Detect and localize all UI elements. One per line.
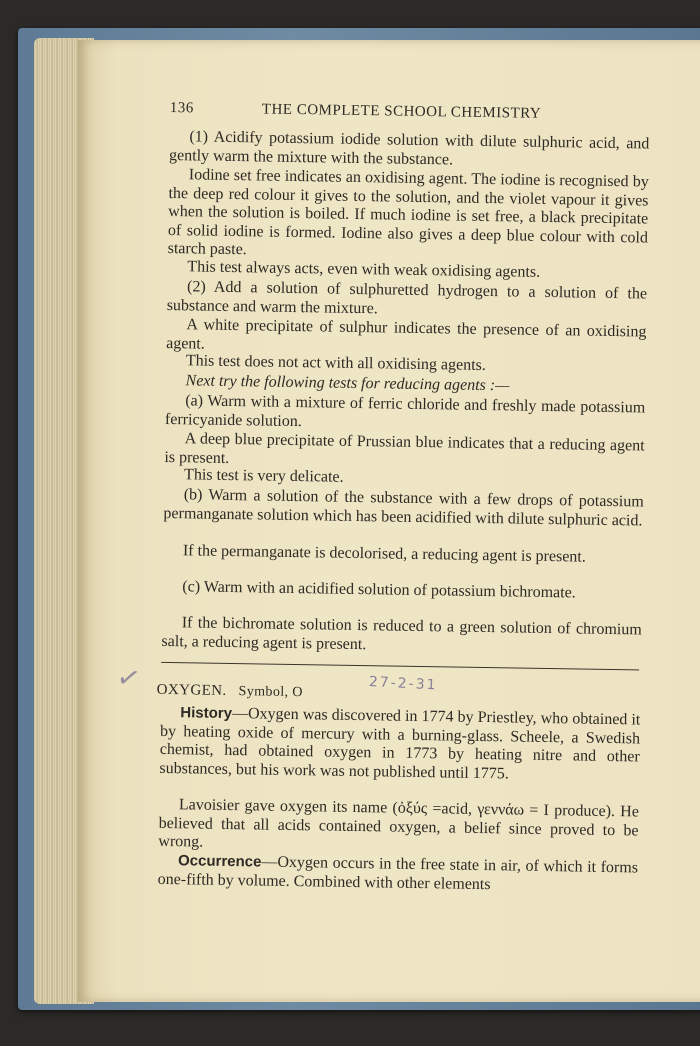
- section-heading: [157, 682, 303, 701]
- history-label: History: [180, 704, 233, 723]
- paragraph: (a) Warm with a mixture of ferric chloride and freshly made potassium ferricyanide solution.: [164, 392, 646, 430]
- paragraph: A white precipitate of sulphur indicates the presence of an oxidising agent.: [166, 316, 647, 353]
- paragraph: This test always acts, even with weak oxidising agents.: [187, 258, 541, 281]
- history-paragraph: [159, 704, 640, 786]
- paragraph: If the permanganate is decolorised, a reducing agent is present.: [182, 542, 586, 566]
- running-head: THE COMPLETE SCHOOL CHEMISTRY: [261, 101, 542, 122]
- occurrence-label: Occurrence: [177, 852, 262, 871]
- paragraph: Iodine set free indicates an oxidising agent. The iodine is recognised by the deep red colour it gives to the solution, and the violet vapour it gives when the solution is boiled. If much iodine is set free, a black precipitate of solid iodine is formed. Iodine also gives a deep blue colour with cold starch paste.: [167, 166, 649, 259]
- handwritten-date: 27-2-31: [368, 674, 438, 694]
- section-divider: [161, 662, 639, 671]
- paragraph: This test does not act with all oxidising agents.: [185, 352, 486, 374]
- occurrence-text: —Oxygen occurs in the free state in air, of which it forms one-fifth by volume. Combined with other elements: [157, 853, 639, 893]
- paragraph-italic: Next try the following tests for reducing agents :—: [185, 372, 510, 395]
- paragraph: (2) Add a solution of sulphuretted hydrogen to a solution of the substance and warm the mixture.: [166, 278, 648, 317]
- section-symbol: Symbol, O: [238, 684, 303, 701]
- page-number: 136: [169, 100, 194, 117]
- lavoisier-paragraph: Lavoisier gave oxygen its name (ὀξύς =acid, γεννάω = I produce). He believed that all acids contained oxygen, a belief since proved to be wrong.: [158, 796, 640, 851]
- pencil-tick-mark: ✓: [113, 659, 144, 697]
- paragraph: (b) Warm a solution of the substance with a few drops of potassium permanganate solution which has been acidified with dilute sulphuric acid.: [163, 486, 644, 529]
- history-text: —Oxygen was discovered in 1774 by Priestley, who obtained it by heating oxide of mercury with a burning-glass. Scheele, a Swedish chemist, had obtained oxygen in 1773 by heating nitre and other substances, but his work was not published until 1775.: [159, 705, 641, 782]
- paragraph: If the bichromate solution is reduced to a green solution of chromium salt, a reducing agent is present.: [161, 614, 642, 653]
- occurrence-paragraph: [158, 852, 639, 897]
- paragraph: A deep blue precipitate of Prussian blue indicates that a reducing agent is present.: [164, 430, 645, 467]
- section-title: OXYGEN.: [156, 681, 227, 699]
- paragraph: (1) Acidify potassium iodide solution with dilute sulphuric acid, and gently warm the mixture with the substance.: [169, 128, 650, 168]
- paragraph: (c) Warm with an acidified solution of potassium bichromate.: [182, 578, 576, 602]
- paragraph: This test is very delicate.: [183, 466, 344, 486]
